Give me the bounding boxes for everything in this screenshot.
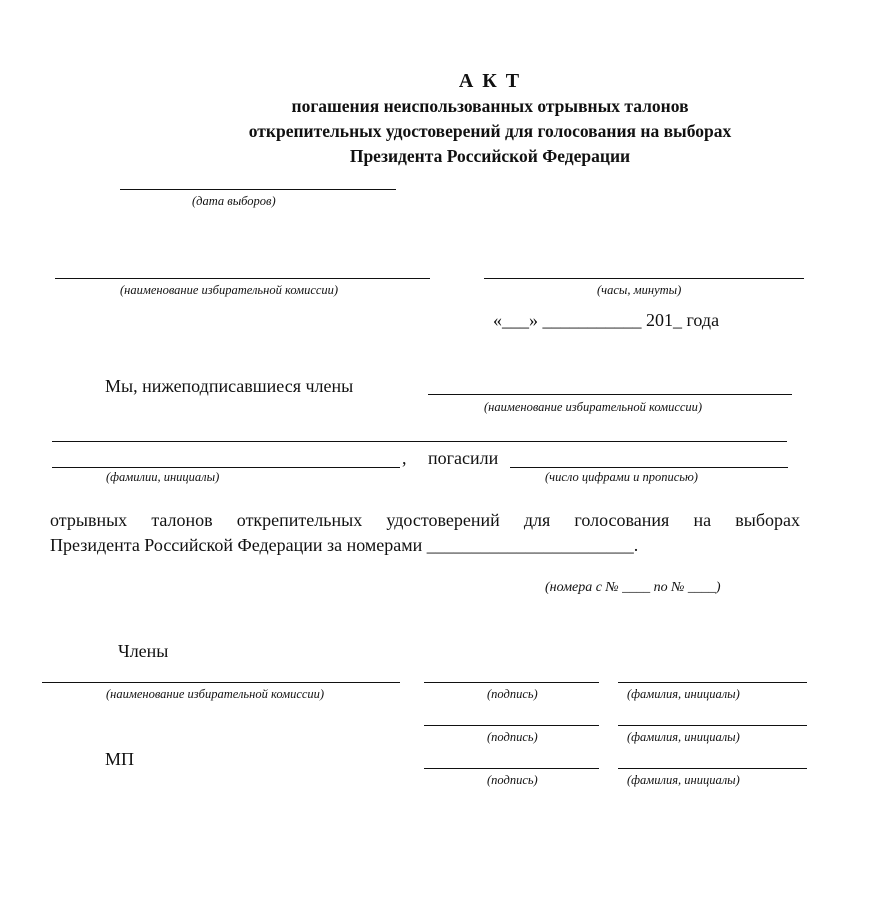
doc-subtitle-line1: погашения неиспользованных отрывных талонов — [291, 96, 689, 116]
commission-name-caption-2: (наименование избирательной комиссии) — [484, 400, 703, 414]
signature-line-1[interactable] — [424, 682, 599, 683]
signature-caption-2: (подпись) — [487, 730, 538, 744]
we-members-text: Мы, нижеподписавшиеся члены — [105, 376, 354, 396]
surnames-line-2[interactable] — [52, 467, 400, 468]
count-line[interactable] — [510, 467, 788, 468]
act-date: «___» ___________ 201_ года — [493, 310, 720, 330]
doc-subtitle-line2: открепительных удостоверений для голосования на выборах — [248, 121, 732, 141]
election-date-line[interactable] — [120, 189, 396, 190]
doc-title: А К Т — [458, 70, 522, 92]
sig-commission-line[interactable] — [42, 682, 400, 683]
paragraph-line-1: отрывных талонов открепительных удостоверений для голосования на выборах — [50, 510, 800, 530]
members-label: Члены — [118, 641, 169, 661]
commission-name-caption: (наименование избирательной комиссии) — [120, 283, 339, 297]
hours-minutes-caption: (часы, минуты) — [597, 283, 682, 297]
name-caption-3: (фамилия, инициалы) — [627, 773, 740, 787]
signature-caption-1: (подпись) — [487, 687, 538, 701]
signature-line-2[interactable] — [424, 725, 599, 726]
paragraph-line-2: Президента Российской Федерации за номерами _______________________. — [50, 535, 639, 555]
name-line-2[interactable] — [618, 725, 807, 726]
hours-minutes-line[interactable] — [484, 278, 804, 279]
signature-line-3[interactable] — [424, 768, 599, 769]
paid-off-text: погасили — [428, 448, 499, 468]
commission-name-line[interactable] — [55, 278, 430, 279]
election-date-caption: (дата выборов) — [192, 194, 276, 208]
count-caption: (число цифрами и прописью) — [545, 470, 698, 484]
signature-caption-3: (подпись) — [487, 773, 538, 787]
comma-text: , — [402, 448, 407, 468]
name-line-3[interactable] — [618, 768, 807, 769]
surnames-line-1[interactable] — [52, 441, 787, 442]
doc-subtitle-line3: Президента Российской Федерации — [349, 146, 631, 166]
commission-name-line-2[interactable] — [428, 394, 792, 395]
sig-commission-caption: (наименование избирательной комиссии) — [106, 687, 325, 701]
numbers-range-caption: (номера с № ____ по № ____) — [545, 580, 721, 595]
name-line-1[interactable] — [618, 682, 807, 683]
name-caption-1: (фамилия, инициалы) — [627, 687, 740, 701]
name-caption-2: (фамилия, инициалы) — [627, 730, 740, 744]
mp-label: МП — [105, 749, 135, 769]
surnames-caption: (фамилии, инициалы) — [106, 470, 220, 484]
